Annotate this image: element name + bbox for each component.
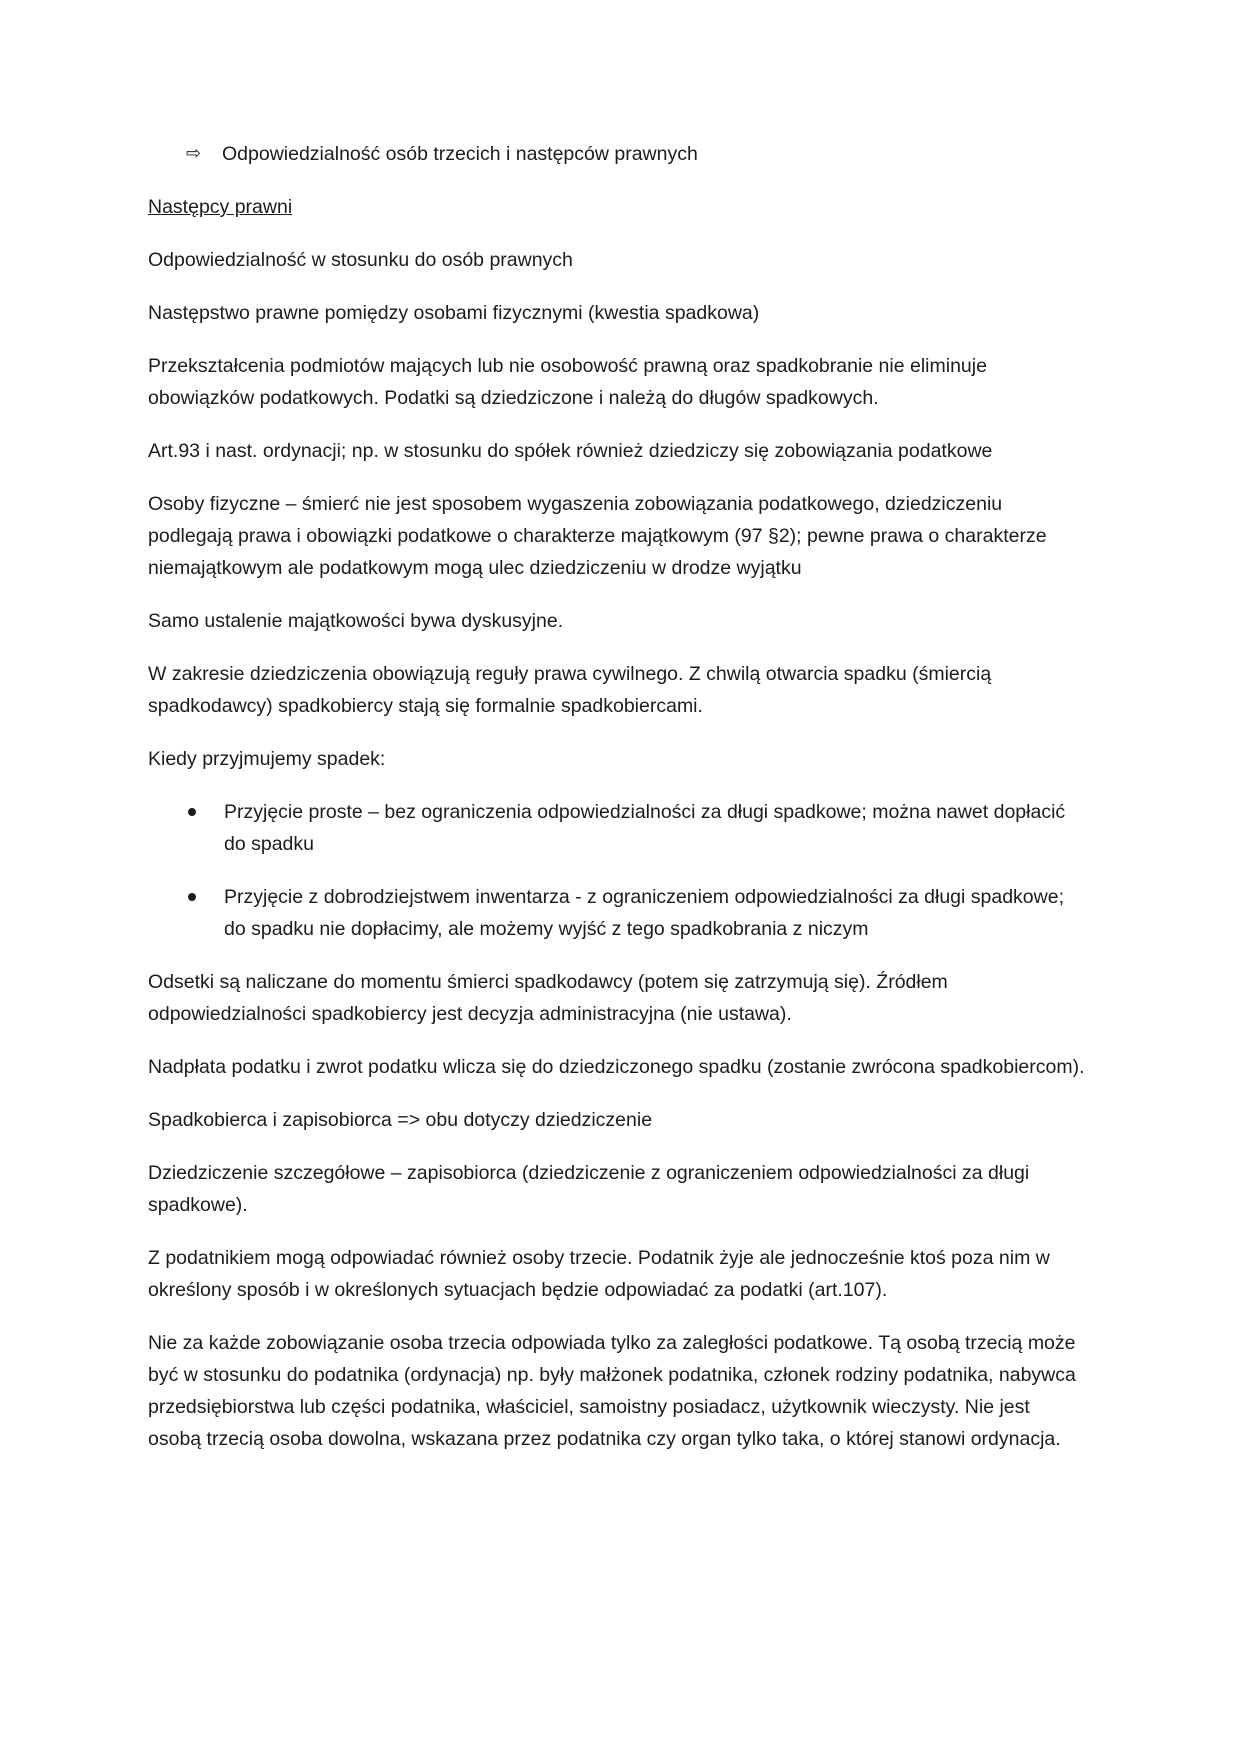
paragraph: Z podatnikiem mogą odpowiadać również osoby trzecie. Podatnik żyje ale jednocześnie ktoś poza nim w określony sposób i w określonych sytuacjach będzie odpowiadać za podatki (art.107). (148, 1247, 1050, 1301)
paragraph: Odsetki są naliczane do momentu śmierci spadkodawcy (potem się zatrzymują się). Źródłem odpowiedzialności spadkobiercy jest decyzja administracyjna (nie ustawa). (148, 971, 948, 1025)
document-body (148, 138, 1088, 1476)
list-item (188, 881, 1088, 945)
arrow-right-outline-icon: ⇨ (186, 143, 202, 164)
paragraph: Przekształcenia podmiotów mających lub nie osobowość prawną oraz spadkobranie nie eliminuje obowiązków podatkowych. Podatki są dziedziczone i należą do długów spadkowych. (148, 355, 987, 409)
paragraph: Spadkobierca i zapisobiorca => obu dotyczy dziedziczenie (148, 1109, 653, 1131)
heading-line (186, 138, 1088, 170)
bullet-icon (188, 796, 224, 828)
bullet-icon (188, 881, 224, 913)
paragraph: W zakresie dziedziczenia obowiązują reguły prawa cywilnego. Z chwilą otwarcia spadku (śmiercią spadkodawcy) spadkobiercy stają się formalnie spadkobiercami. (148, 663, 992, 717)
list-item (188, 796, 1088, 860)
paragraph: Kiedy przyjmujemy spadek: (148, 748, 386, 770)
paragraph: Samo ustalenie majątkowości bywa dyskusyjne. (148, 610, 564, 632)
heading-text: Odpowiedzialność osób trzecich i następców prawnych (222, 143, 698, 165)
list-item-text: Przyjęcie proste – bez ograniczenia odpowiedzialności za długi spadkowe; można nawet dopłacić do spadku (224, 801, 1066, 855)
paragraph: Art.93 i nast. ordynacji; np. w stosunku do spółek również dziedziczy się zobowiązania podatkowe (148, 440, 993, 462)
paragraph: Odpowiedzialność w stosunku do osób prawnych (148, 249, 573, 271)
paragraph: Nie za każde zobowiązanie osoba trzecia odpowiada tylko za zaległości podatkowe. Tą osobą trzecią może być w stosunku do podatnika (ordynacja) np. były małżonek podatnika, członek rodziny podatnika, nabywca przedsiębiorstwa lub części podatnika, właściciel, samoistny posiadacz, użytkownik wieczysty. Nie jest osobą trzecią osoba dowolna, wskazana przez podatnika czy organ tylko taka, o której stanowi ordynacja. (148, 1332, 1076, 1450)
paragraph: Osoby fizyczne – śmierć nie jest sposobem wygaszenia zobowiązania podatkowego, dziedziczeniu podlegają prawa i obowiązki podatkowe o charakterze majątkowym (97 §2); pewne prawa o charakterze niemajątkowym ale podatkowym mogą ulec dziedziczeniu w drodze wyjątku (148, 493, 1047, 579)
paragraph: Następstwo prawne pomiędzy osobami fizycznymi (kwestia spadkowa) (148, 302, 760, 324)
section-title: Następcy prawni (148, 196, 293, 218)
paragraph: Nadpłata podatku i zwrot podatku wlicza się do dziedziczonego spadku (zostanie zwrócona spadkobiercom). (148, 1056, 1085, 1078)
list-item-text: Przyjęcie z dobrodziejstwem inwentarza - z ograniczeniem odpowiedzialności za długi spadkowe; do spadku nie dopłacimy, ale możemy wyjść z tego spadkobrania z niczym (224, 886, 1064, 940)
paragraph: Dziedziczenie szczegółowe – zapisobiorca (dziedziczenie z ograniczeniem odpowiedzialności za długi spadkowe). (148, 1162, 1030, 1216)
